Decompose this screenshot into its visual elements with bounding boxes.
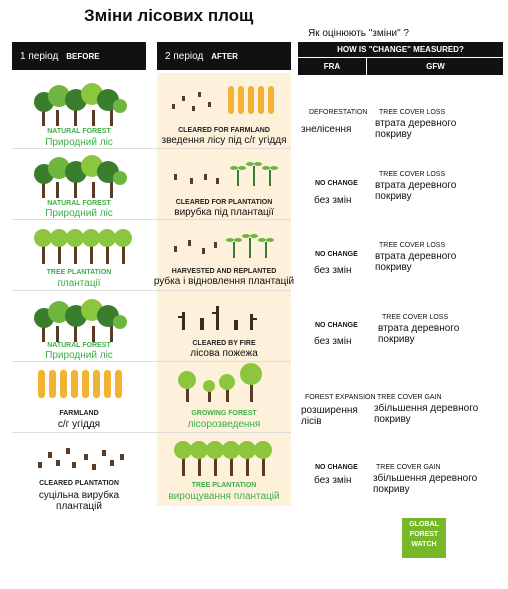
fra-label-en: NO CHANGE bbox=[315, 180, 358, 187]
plantation-cleared-icon bbox=[168, 158, 280, 192]
header-after-en: AFTER bbox=[211, 51, 238, 61]
fra-label-ua: розширення лісів bbox=[301, 405, 358, 427]
after-label-en: CLEARED FOR PLANTATION bbox=[175, 199, 273, 206]
growing-forest-icon bbox=[176, 364, 272, 404]
gfw-label-en: TREE COVER GAIN bbox=[376, 464, 441, 471]
fra-label-ua: без змін bbox=[314, 265, 352, 276]
after-label-ua: вирубка під плантації bbox=[174, 207, 274, 218]
row-divider bbox=[12, 361, 291, 362]
before-label-en: NATURAL FOREST bbox=[47, 200, 111, 207]
tree-plantation-icon bbox=[176, 438, 272, 478]
before-label-ua: с/г угіддя bbox=[57, 419, 101, 430]
header-after bbox=[157, 42, 291, 70]
before-label-ua: плантації bbox=[57, 278, 101, 289]
gfw-label-en: TREE COVER LOSS bbox=[379, 109, 446, 116]
before-label-en: NATURAL FOREST bbox=[47, 342, 111, 349]
after-label-en: CLEARED BY FIRE bbox=[192, 340, 256, 347]
after-label-en: HARVESTED AND REPLANTED bbox=[171, 268, 277, 275]
farmland-icon bbox=[36, 368, 128, 400]
natural-forest-icon bbox=[34, 152, 124, 200]
gfw-label-ua: втрата деревного покриву bbox=[378, 323, 460, 345]
after-label-en: CLEARED FOR FARMLAND bbox=[178, 127, 270, 134]
gfw-label-en: TREE COVER LOSS bbox=[382, 314, 449, 321]
logo-line-2: FOREST bbox=[409, 531, 439, 538]
before-label-ua: Природний ліс bbox=[45, 208, 113, 219]
global-forest-watch-logo bbox=[402, 518, 446, 558]
header-measure bbox=[298, 42, 503, 75]
farmland-cleared-icon bbox=[168, 84, 280, 118]
after-label-en: GROWING FOREST bbox=[191, 410, 257, 417]
gfw-label-ua: збільшення деревного покриву bbox=[374, 403, 479, 425]
fra-label-ua: знелісення bbox=[301, 124, 352, 135]
before-label-en: NATURAL FOREST bbox=[47, 128, 111, 135]
row-divider bbox=[12, 290, 291, 291]
burned-forest-icon bbox=[176, 300, 266, 334]
fra-label-en: NO CHANGE bbox=[315, 322, 358, 329]
header-after-ua: 2 період bbox=[165, 50, 204, 62]
tree-plantation-icon bbox=[36, 226, 128, 266]
row-divider bbox=[12, 148, 291, 149]
gfw-label-ua: втрата деревного покриву bbox=[375, 251, 457, 273]
after-label-ua: лісова пожежа bbox=[190, 348, 258, 359]
gfw-label-ua: втрата деревного покриву bbox=[375, 118, 457, 140]
header-fra: FRA bbox=[323, 62, 341, 71]
logo-line-1: GLOBAL bbox=[409, 521, 439, 528]
before-label-en: TREE PLANTATION bbox=[46, 269, 112, 276]
before-label-en: CLEARED PLANTATION bbox=[39, 480, 119, 487]
gfw-label-ua: втрата деревного покриву bbox=[375, 180, 457, 202]
after-label-ua: рубка і відновлення плантацій bbox=[153, 276, 295, 287]
header-measure-title: HOW IS "CHANGE" MEASURED? bbox=[337, 45, 464, 54]
header-column-divider bbox=[366, 57, 367, 75]
fra-label-en: FOREST EXPANSION bbox=[305, 394, 376, 401]
fra-label-ua: без змін bbox=[314, 475, 352, 486]
header-before-en: BEFORE bbox=[66, 51, 100, 61]
after-label-ua: лісорозведення bbox=[187, 419, 261, 430]
harvested-replanted-icon bbox=[168, 230, 280, 264]
gfw-label-en: TREE COVER GAIN bbox=[377, 394, 442, 401]
gfw-label-ua: збільшення деревного покриву bbox=[373, 473, 478, 495]
header-gfw: GFW bbox=[426, 62, 445, 71]
header-divider bbox=[298, 57, 503, 58]
cleared-plantation-icon bbox=[36, 440, 126, 472]
gfw-label-en: TREE COVER LOSS bbox=[379, 171, 446, 178]
before-label-ua: суцільна вирубка плантацій bbox=[38, 490, 120, 512]
after-label-en: TREE PLANTATION bbox=[191, 482, 257, 489]
logo-line-3: WATCH bbox=[411, 541, 437, 548]
natural-forest-icon bbox=[34, 296, 124, 344]
fra-label-en: NO CHANGE bbox=[315, 464, 358, 471]
row-divider bbox=[12, 219, 291, 220]
header-before bbox=[12, 42, 146, 70]
fra-label-en: DEFORESTATION bbox=[309, 109, 368, 116]
natural-forest-icon bbox=[34, 80, 124, 128]
fra-label-ua: без змін bbox=[314, 336, 352, 347]
row-divider bbox=[12, 432, 291, 433]
header-before-ua: 1 період bbox=[20, 50, 59, 62]
how-label: Як оцінюють "зміни" ? bbox=[308, 28, 409, 39]
gfw-label-en: TREE COVER LOSS bbox=[379, 242, 446, 249]
before-label-en: FARMLAND bbox=[59, 410, 99, 417]
fra-label-en: NO CHANGE bbox=[315, 251, 358, 258]
before-label-ua: Природний ліс bbox=[45, 350, 113, 361]
before-label-ua: Природний ліс bbox=[45, 137, 113, 148]
after-label-ua: вирощування плантацій bbox=[168, 491, 280, 502]
fra-label-ua: без змін bbox=[314, 195, 352, 206]
page-title: Зміни лісових площ bbox=[84, 6, 254, 25]
after-label-ua: зведення лісу під с/г угіддя bbox=[161, 135, 287, 146]
